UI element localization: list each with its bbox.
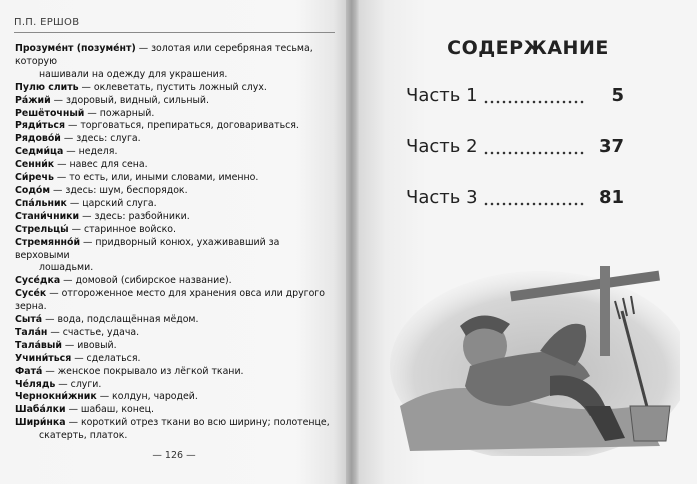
toc-dot-leader — [483, 100, 584, 104]
glossary-entry — [15, 237, 335, 276]
book-gutter — [346, 0, 360, 484]
glossary-term: Седми́ца — [15, 146, 64, 158]
illustration-resting-peasant — [390, 256, 680, 456]
glossary-term: Стани́чники — [15, 210, 80, 222]
glossary-entry — [15, 275, 335, 288]
glossary-entry — [15, 379, 335, 392]
glossary-term: Стремянно́й — [15, 236, 81, 248]
glossary-entry — [15, 43, 335, 82]
toc-entry-part-1[interactable] — [406, 85, 624, 109]
glossary-definition: — слуги. — [55, 378, 102, 390]
toc-page-number: 37 — [598, 136, 624, 157]
right-page — [359, 0, 697, 484]
glossary-definition: — отгороженное место для хранения овса или другого зерна. — [15, 288, 325, 313]
glossary-term: Спа́льник — [15, 197, 67, 209]
toc-entry-label: Часть 1 — [406, 85, 478, 106]
glossary-definition: — придворный конюх, ухаживавший за верховыми — [15, 236, 280, 261]
glossary-entry — [15, 82, 335, 95]
toc-page-number: 5 — [611, 85, 624, 106]
glossary-entry — [15, 288, 335, 314]
glossary-term: Тала́вый — [15, 339, 62, 351]
glossary-entry — [15, 404, 335, 417]
glossary-definition: — неделя. — [63, 146, 118, 158]
glossary-entry — [15, 146, 335, 159]
glossary-entry — [15, 211, 335, 224]
glossary-definition-continued: лошадьми. — [39, 262, 94, 274]
glossary-term: Рядово́й — [15, 133, 61, 145]
glossary-definition-continued: скатерть, платок. — [39, 430, 128, 442]
glossary-term: Пулю слить — [15, 81, 79, 93]
glossary-term: Шири́нка — [15, 417, 66, 429]
glossary-definition: — колдун, чародей. — [96, 391, 198, 403]
glossary-entry — [15, 417, 335, 443]
glossary-entry — [15, 108, 335, 121]
glossary-term: Сенни́к — [15, 159, 55, 171]
glossary-definition: — здесь: шум, беспорядок. — [50, 184, 188, 196]
glossary-entry — [15, 340, 335, 353]
glossary-term: Тала́н — [15, 326, 48, 338]
glossary-entry — [15, 366, 335, 379]
glossary-entry — [15, 198, 335, 211]
glossary-definition: — короткий отрез ткани во всю ширину; полотенце, — [65, 417, 330, 429]
glossary-term: Прозуме́нт (позуме́нт) — [15, 43, 136, 54]
toc-dot-leader — [483, 151, 584, 155]
glossary-term: Учини́ться — [15, 352, 72, 364]
glossary-term: Фата́ — [15, 365, 43, 377]
glossary-definition: — вода, подслащённая мёдом. — [42, 314, 199, 326]
glossary-term: Чернокни́жник — [15, 391, 97, 403]
glossary-term: Шаба́лки — [15, 404, 66, 416]
glossary-term: Ряди́ться — [15, 120, 65, 132]
glossary-definition: — домовой (сибирское название). — [60, 275, 232, 287]
glossary-definition: — здесь: слуга. — [60, 133, 141, 145]
glossary-definition: — торговаться, препираться, договариваться. — [64, 120, 299, 132]
glossary-definition: — пожарный. — [84, 107, 155, 119]
glossary-definition: — женское покрывало из лёгкой ткани. — [42, 365, 244, 377]
glossary-term: Сусе́к — [15, 288, 47, 300]
glossary-term: Че́лядь — [15, 378, 56, 390]
glossary-definition: — здесь: разбойники. — [79, 210, 190, 222]
glossary-definition: — то есть, или, иными словами, именно. — [53, 172, 259, 184]
glossary-list — [15, 43, 335, 443]
toc-entry-label: Часть 3 — [406, 187, 478, 208]
left-page — [0, 0, 348, 484]
glossary-term: Си́речь — [15, 172, 54, 184]
glossary-definition: — сделаться. — [71, 352, 141, 364]
bucket-shape — [630, 406, 670, 441]
glossary-entry — [15, 327, 335, 340]
toc-dot-leader — [483, 202, 584, 206]
glossary-entry — [15, 224, 335, 237]
toc-entry-part-2[interactable] — [406, 136, 624, 160]
glossary-term: Стрельцы́ — [15, 223, 69, 235]
glossary-entry — [15, 314, 335, 327]
glossary-definition: — старинное войско. — [68, 223, 176, 235]
glossary-definition: — шабаш, конец. — [65, 404, 154, 416]
header-rule — [14, 32, 335, 33]
glossary-definition: — навес для сена. — [54, 159, 148, 171]
glossary-entry — [15, 120, 335, 133]
post-shape — [600, 266, 610, 356]
glossary-definition: — здоровый, видный, сильный. — [50, 94, 209, 106]
glossary-term: Содо́м — [15, 184, 50, 196]
glossary-term: Сыта́ — [15, 314, 43, 326]
glossary-entry — [15, 172, 335, 185]
toc-page-number: 81 — [598, 187, 624, 208]
glossary-entry — [15, 185, 335, 198]
toc-entry-label: Часть 2 — [406, 136, 478, 157]
glossary-definition: — счастье, удача. — [47, 326, 140, 338]
glossary-definition-continued: нашивали на одежду для украшения. — [39, 68, 228, 80]
glossary-term: Сусе́дка — [15, 275, 61, 287]
toc-entry-part-3[interactable] — [406, 187, 624, 211]
glossary-entry — [15, 133, 335, 146]
glossary-definition: — золотая или серебряная тесьма, которую — [15, 43, 313, 67]
glossary-entry — [15, 159, 335, 172]
glossary-entry — [15, 95, 335, 108]
page-number: — 126 — — [152, 450, 196, 461]
running-head: П.П. ЕРШОВ — [14, 17, 80, 28]
glossary-definition: — ивовый. — [61, 339, 117, 351]
glossary-definition: — оклеветать, пустить ложный слух. — [78, 81, 267, 93]
toc-title: СОДЕРЖАНИЕ — [447, 37, 609, 59]
glossary-definition: — царский слуга. — [66, 197, 157, 209]
glossary-entry — [15, 391, 335, 404]
glossary-entry — [15, 353, 335, 366]
glossary-term: Ра́жий — [15, 94, 51, 106]
glossary-term: Решёточный — [15, 107, 85, 119]
